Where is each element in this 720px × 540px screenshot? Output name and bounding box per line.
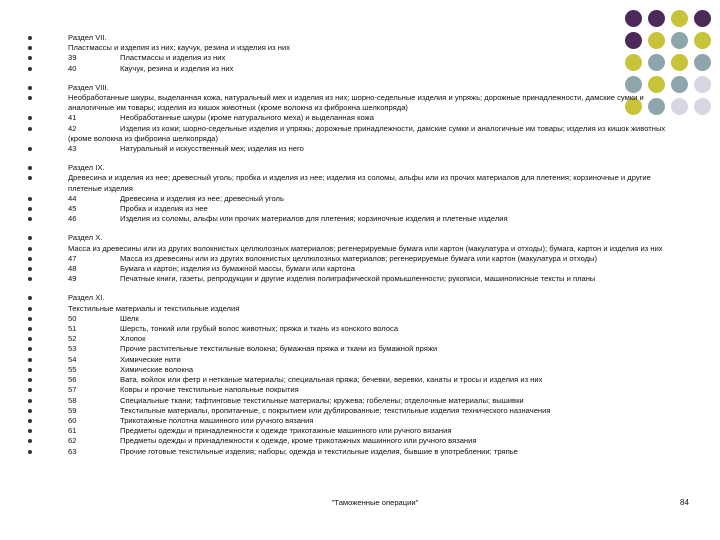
chapter-number: 54 [68, 354, 77, 364]
bullet-icon [28, 247, 32, 251]
list-item [28, 365, 678, 375]
list-item-text [68, 204, 678, 214]
chapter-number: 39 [68, 53, 77, 63]
chapter-title: Необработанные шкуры, выделанная кожа, натуральный мех и изделия из них; шорно-седельные изделия и упряжь; дорожные принадлежности, дамские сумки и аналогичные им товары; изделия из кишок животных (кроме волокна из фиброина шелкопряда) [68, 93, 644, 113]
chapter-title: Натуральный и искусственный мех; изделия из него [120, 144, 304, 154]
list-item [28, 274, 678, 284]
dot [648, 10, 665, 27]
dot [694, 54, 711, 71]
bullet-icon [28, 399, 32, 403]
list-item-text [68, 447, 678, 457]
list-item [28, 204, 678, 214]
chapter-title: Химические нити [120, 354, 181, 364]
bullet-icon [28, 409, 32, 413]
chapter-number: 53 [68, 344, 77, 354]
list-item [28, 83, 678, 93]
list-item-text [68, 304, 678, 314]
list-item [28, 264, 678, 274]
list-item [28, 355, 678, 365]
chapter-number: 55 [68, 364, 77, 374]
chapter-title: Раздел X. [68, 233, 103, 243]
bullet-icon [28, 358, 32, 362]
bullet-icon [28, 236, 32, 240]
list-item-text [68, 173, 678, 193]
bullet-icon [28, 267, 32, 271]
bullet-icon [28, 429, 32, 433]
list-item [28, 334, 678, 344]
list-item [28, 447, 678, 457]
dot [694, 76, 711, 93]
bullet-icon [28, 217, 32, 221]
bullet-icon [28, 368, 32, 372]
list-item-text [68, 214, 678, 224]
list-item-text [68, 416, 678, 426]
bullet-icon [28, 46, 32, 50]
list-item-text [68, 365, 678, 375]
chapter-title: Необработанные шкуры (кроме натурального меха) и выделанная кожа [120, 113, 374, 123]
chapter-title: Раздел IX. [68, 163, 105, 173]
list-item-text [68, 355, 678, 365]
bullet-icon [28, 296, 32, 300]
chapter-title: Пробка и изделия из нее [120, 204, 208, 214]
list-item [28, 254, 678, 264]
list-item [28, 124, 678, 144]
list-item [28, 214, 678, 224]
list-item-text [68, 144, 678, 154]
list-item-text [68, 163, 678, 173]
chapter-title: Пластмассы и изделия из них [120, 53, 226, 63]
section-gap [28, 154, 678, 163]
bullet-icon [28, 86, 32, 90]
chapter-title: Изделия из кожи; шорно-седельные изделия и упряжь; дорожные принадлежности, дамские сумки и аналогичные им товары; изделия из кишок животных (кроме волокна из фиброина шелкопряда) [68, 123, 666, 143]
list-item-text [68, 233, 678, 243]
chapter-title: Масса из древесины или из других волокнистых целлюлозных материалов; регенерируемые бумага или картон (макулатура и отходы); бумага, картон и изделия из них [68, 243, 663, 253]
bullet-icon [28, 116, 32, 120]
list-item [28, 406, 678, 416]
chapter-title: Изделия из соломы, альфы или прочих материалов для плетения; корзиночные изделия и плетеные изделия [120, 214, 508, 224]
chapter-title: Шелк [120, 313, 139, 323]
list-item-text [68, 344, 678, 354]
chapter-number: 56 [68, 375, 77, 385]
bullet-icon [28, 439, 32, 443]
list-item-text [68, 274, 678, 284]
dot [694, 98, 711, 115]
chapter-title: Древесина и изделия из нее; древесный уголь [120, 193, 284, 203]
chapter-number: 62 [68, 436, 77, 446]
list-item [28, 173, 678, 193]
bullet-icon [28, 176, 32, 180]
bullet-icon [28, 36, 32, 40]
list-item [28, 53, 678, 63]
chapter-title: Прочие растительные текстильные волокна; бумажная пряжа и ткани из бумажной пряжи [120, 344, 438, 354]
list-item-text [68, 385, 678, 395]
list-item-text [68, 33, 678, 43]
list-item [28, 163, 678, 173]
chapter-number: 40 [68, 63, 77, 73]
chapter-number: 50 [68, 313, 77, 323]
dot [694, 32, 711, 49]
list-item-text [68, 53, 678, 63]
chapter-number: 43 [68, 144, 77, 154]
chapter-number: 57 [68, 385, 77, 395]
chapter-number: 47 [68, 253, 77, 263]
list-item-text [68, 334, 678, 344]
chapter-title: Хлопок [120, 334, 146, 344]
list-item-text [68, 93, 678, 113]
list-item-text [68, 293, 678, 303]
list-item [28, 144, 678, 154]
chapter-title: Печатные книги, газеты, репродукции и другие изделия полиграфической промышленности; рукописи, машинописные тексты и планы [120, 274, 596, 284]
list-item [28, 426, 678, 436]
bullet-icon [28, 307, 32, 311]
list-item [28, 324, 678, 334]
bullet-icon [28, 419, 32, 423]
chapter-number: 45 [68, 204, 77, 214]
chapter-number: 42 [68, 123, 77, 133]
chapter-title: Древесина и изделия из нее; древесный уголь; пробка и изделия из нее; изделия из соломы, альфы или из прочих материалов для плетения; корзиночные и другие плетеные изделия [68, 173, 651, 193]
bullet-icon [28, 257, 32, 261]
list-item-text [68, 64, 678, 74]
chapter-number: 46 [68, 214, 77, 224]
chapter-title: Раздел VIII. [68, 82, 109, 92]
bullet-icon [28, 337, 32, 341]
chapter-title: Шерсть, тонкий или грубый волос животных; пряжа и ткань из конского волоса [120, 324, 399, 334]
list-item-text [68, 426, 678, 436]
list-item [28, 293, 678, 303]
page-number: 84 [680, 498, 689, 507]
chapter-title: Вата, войлок или фетр и нетканые материалы; специальная пряжа; бечевки, веревки, канаты и тросы и изделия из них [120, 375, 543, 385]
chapter-number: 49 [68, 274, 77, 284]
list-item [28, 244, 678, 254]
dot [694, 10, 711, 27]
list-item [28, 93, 678, 113]
list-item-text [68, 396, 678, 406]
chapter-title: Специальные ткани; тафтинговые текстильные материалы; кружева; гобелены; отделочные материалы; вышивки [120, 395, 524, 405]
dot [671, 10, 688, 27]
chapter-title: Ковры и прочие текстильные напольные покрытия [120, 385, 299, 395]
list-item [28, 194, 678, 204]
bullet-icon [28, 388, 32, 392]
bullet-icon [28, 207, 32, 211]
chapter-title: Масса из древесины или из других волокнистых целлюлозных материалов; регенерируемые бумага или картон (макулатура и отходы) [120, 253, 598, 263]
section-gap [28, 224, 678, 233]
chapter-title: Раздел XI. [68, 293, 105, 303]
chapter-title: Химические волокна [120, 364, 194, 374]
bullet-icon [28, 327, 32, 331]
list-item-text [68, 436, 678, 446]
list-item [28, 344, 678, 354]
list-item-text [68, 194, 678, 204]
list-item [28, 64, 678, 74]
list-item-text [68, 264, 678, 274]
chapter-title: Текстильные материалы, пропитанные, с покрытием или дублированные; текстильные изделия технического назначения [120, 405, 551, 415]
chapter-title: Текстильные материалы и текстильные изделия [68, 303, 240, 313]
list-item [28, 233, 678, 243]
bullet-icon [28, 127, 32, 131]
list-item [28, 416, 678, 426]
chapter-number: 52 [68, 334, 77, 344]
section-list [28, 33, 678, 457]
section-gap [28, 284, 678, 293]
list-item-text [68, 314, 678, 324]
bullet-icon [28, 147, 32, 151]
chapter-title: Трикотажные полотна машинного или ручного вязания [120, 415, 314, 425]
bullet-icon [28, 166, 32, 170]
section-gap [28, 74, 678, 83]
list-item [28, 375, 678, 385]
chapter-number: 63 [68, 446, 77, 456]
chapter-title: Предметы одежды и принадлежности к одежде трикотажные машинного или ручного вязания [120, 426, 452, 436]
bullet-icon [28, 378, 32, 382]
list-item [28, 33, 678, 43]
list-item [28, 385, 678, 395]
list-item-text [68, 324, 678, 334]
bullet-icon [28, 317, 32, 321]
list-item-text [68, 43, 678, 53]
chapter-title: Пластмассы и изделия из них; каучук, резина и изделия из них [68, 43, 291, 53]
bullet-icon [28, 450, 32, 454]
list-item-text [68, 244, 678, 254]
chapter-number: 61 [68, 426, 77, 436]
bullet-icon [28, 67, 32, 71]
list-item [28, 113, 678, 123]
chapter-number: 59 [68, 405, 77, 415]
chapter-number: 58 [68, 395, 77, 405]
footer-title: "Таможенные операции" [331, 498, 419, 507]
list-item [28, 43, 678, 53]
chapter-number: 60 [68, 415, 77, 425]
list-item-text [68, 124, 678, 144]
list-item-text [68, 254, 678, 264]
chapter-title: Прочие готовые текстильные изделия; наборы; одежда и текстильные изделия, бывшие в употреблении; тряпье [120, 446, 518, 456]
chapter-number: 41 [68, 113, 77, 123]
list-item-text [68, 406, 678, 416]
bullet-icon [28, 347, 32, 351]
bullet-icon [28, 197, 32, 201]
bullet-icon [28, 56, 32, 60]
chapter-title: Раздел VII. [68, 33, 107, 42]
chapter-number: 44 [68, 193, 77, 203]
list-item-text [68, 113, 678, 123]
list-item-text [68, 375, 678, 385]
chapter-number: 51 [68, 324, 77, 334]
list-item [28, 314, 678, 324]
chapter-title: Каучук, резина и изделия из них [120, 63, 234, 73]
list-item [28, 436, 678, 446]
list-item-text [68, 83, 678, 93]
dot [625, 10, 642, 27]
chapter-number: 48 [68, 264, 77, 274]
chapter-title: Бумага и картон; изделия из бумажной массы, бумаги или картона [120, 264, 355, 274]
bullet-icon [28, 96, 32, 100]
list-item [28, 396, 678, 406]
list-item [28, 304, 678, 314]
bullet-icon [28, 277, 32, 281]
chapter-title: Предметы одежды и принадлежности к одежде, кроме трикотажных машинного или ручного вязания [120, 436, 477, 446]
